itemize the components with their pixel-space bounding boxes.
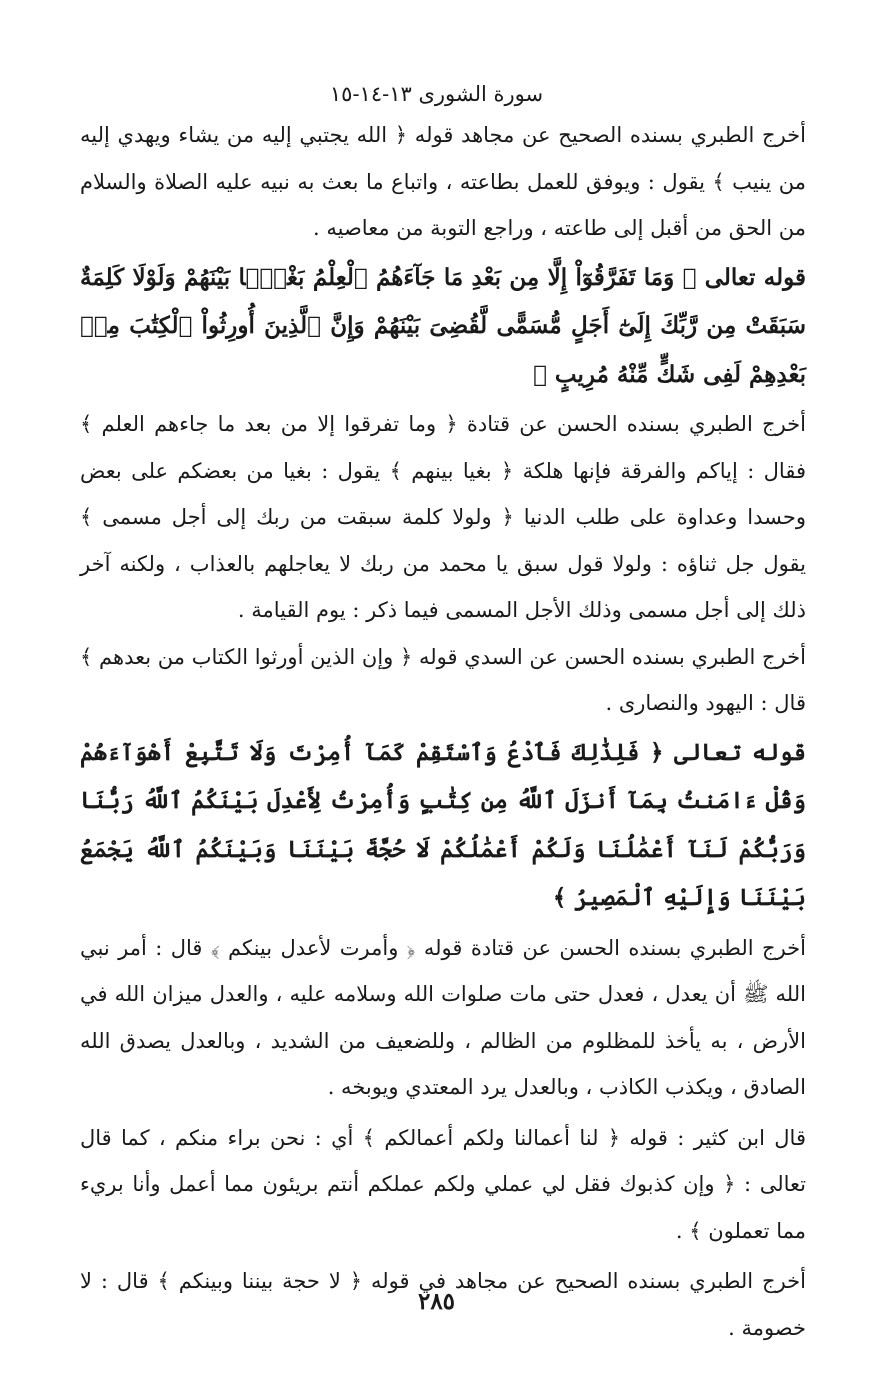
page-body [80, 112, 806, 1351]
page-number: ٢٨٥ [417, 1288, 456, 1315]
running-header: سورة الشورى ١٣-١٤-١٥ [329, 82, 544, 106]
quran-verse-paragraph: قوله تعالى ﴿ فَلِذَٰلِكَ فَٱدْعُ وَٱسْتَقِمْ كَمَآ أُمِرْتَ وَلَا تَتَّبِعْ أَهْوَآءَهُمْ وَقُلْ ءَامَنتُ بِمَآ أَنزَلَ ٱللَّهُ مِن كِتَٰبٍ وَأُمِرْتُ لِأَعْدِلَ بَيْنَكُمُ ٱللَّهُ رَبُّنَا وَرَبُّكُمْ لَنَآ أَعْمَٰلُنَا وَلَكُمْ أَعْمَٰلُكُمْ لَا حُجَّةَ بَيْنَنَا وَبَيْنَكُمُ ٱللَّهُ يَجْمَعُ بَيْنَنَا وَإِلَيْهِ ٱلْمَصِيرُ ﴾ [80, 738, 806, 911]
narration-paragraph: أخرج الطبري بسنده الصحيح عن مجاهد في قوله ﴿ لا حجة بيننا وبينكم ﴾ قال : لا خصومة . [80, 1269, 806, 1340]
narration-paragraph: أخرج الطبري بسنده الحسن عن قتادة قوله ﴿ وأمرت لأعدل بينكم ﴾ قال : أمر نبي الله ﷺ أن يعدل ، فعدل حتى مات صلوات الله وسلامه عليه ، والعدل ميزان الله في الأرض ، به يأخذ للمظلوم من الظالم ، وللضعيف من الشديد ، وبالعدل يصدق الله الصادق ، ويكذب الكاذب ، وبالعدل يرد المعتدي ويوبخه . [80, 935, 806, 1099]
narration-paragraph: أخرج الطبري بسنده الحسن عن السدي قوله ﴿ وإن الذين أورثوا الكتاب من بعدهم ﴾ قال : اليهود والنصارى . [80, 644, 806, 715]
narration-paragraph: أخرج الطبري بسنده الصحيح عن مجاهد قوله ﴿ الله يجتبي إليه من يشاء ويهدي إليه من ينيب ﴾ يقول : ويوفق للعمل بطاعته ، واتباع ما بعث به نبيه عليه الصلاة والسلام من الحق من أقبل إلى طاعته ، وراجع التوبة من معاصيه . [80, 123, 806, 240]
narration-paragraph: قال ابن كثير : قوله ﴿ لنا أعمالنا ولكم أعمالكم ﴾ أي : نحن براء منكم ، كما قال تعالى : ﴿ وإن كذبوك فقل لي عملي ولكم عملكم أنتم بريئون مما أعمل وأنا بريء مما تعملون ﴾ . [80, 1125, 806, 1243]
quran-verse-paragraph: قوله تعالى ﴿ وَمَا تَفَرَّقُوٓاْ إِلَّا مِن بَعْدِ مَا جَآءَهُمُ ٱلْعِلْمُ بَغْيًۢا بَيْنَهُمْ وَلَوْلَا كَلِمَةٌ سَبَقَتْ مِن رَّبِّكَ إِلَىٰٓ أَجَلٍ مُّسَمًّى لَّقُضِىَ بَيْنَهُمْ وَإِنَّ ٱلَّذِينَ أُورِثُواْ ٱلْكِتَٰبَ مِنۢ بَعْدِهِمْ لَفِى شَكٍّ مِّنْهُ مُرِيبٍ ﴾ [80, 263, 806, 388]
narration-paragraph: أخرج الطبري بسنده الحسن عن قتادة ﴿ وما تفرقوا إلا من بعد ما جاءهم العلم ﴾ فقال : إياكم والفرقة فإنها هلكة ﴿ بغيا بينهم ﴾ يقول : بغيا من بعضكم على بعض وحسدا وعداوة على طلب الدنيا ﴿ ولولا كلمة سبقت من ربك إلى أجل مسمى ﴾ يقول جل ثناؤه : ولولا قول سبق يا محمد من ربك لا يعاجلهم بالعذاب ، ولكنه آخر ذلك إلى أجل مسمى وذلك الأجل المسمى فيما ذكر : يوم القيامة . [80, 412, 806, 622]
